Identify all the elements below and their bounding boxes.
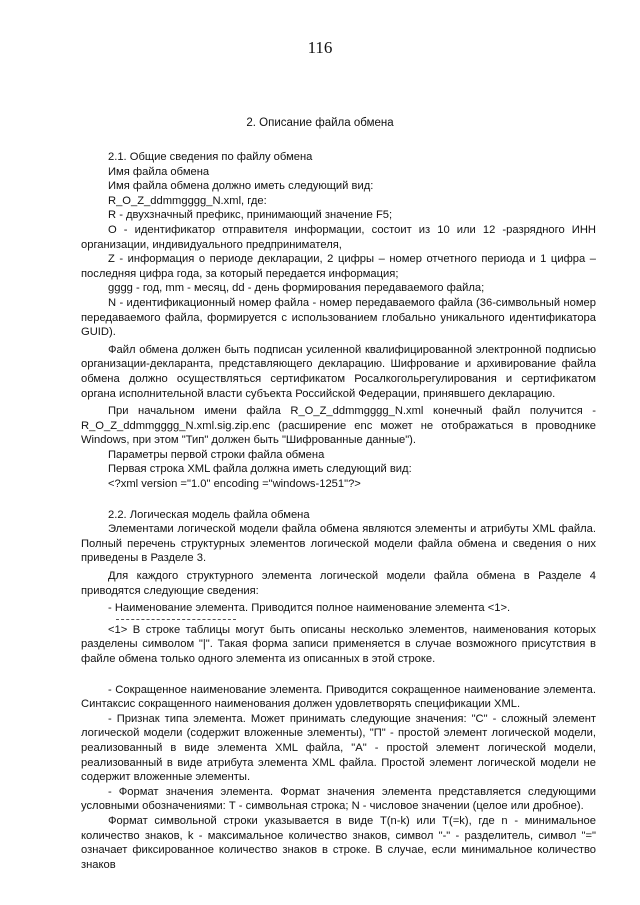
- paragraph: При начальном имени файла R_O_Z_ddmmgggg_N.xml конечный файл получится - R_O_Z_ddmmgggg_N.xml.sig.zip.enc (расширение enc может не отображаться в проводнике Windows, при этом "Тип" должен быть "Шифрованные данные").: [81, 405, 596, 447]
- list-item: - Сокращенное наименование элемента. Приводится сокращенное наименование элемента. Синтаксис сокращенного наименования должен удовлетворять спецификации XML.: [81, 683, 596, 711]
- paragraph: O - идентификатор отправителя информации, состоит из 10 или 12 -разрядного ИНН организации, индивидуального предпринимателя,: [81, 223, 596, 251]
- section-title: 2. Описание файла обмена: [246, 117, 394, 129]
- list-item: - Признак типа элемента. Может принимать следующие значения: "С" - сложный элемент логической модели (содержит вложенные элементы), "П" - простой элемент логической модели, реализованный в виде элемента XML файла, "А" - простой элемент логической модели, реализованный в виде атрибута элемента XML файла. Простой элемент логической модели не содержит вложенные элементы.: [81, 712, 596, 784]
- list-item: - Наименование элемента. Приводится полное наименование элемента <1>.: [108, 602, 511, 615]
- paragraph: Z - информация о периоде декларации, 2 цифры – номер отчетного периода и 1 цифра – последняя цифра года, за который передается информация;: [81, 253, 596, 280]
- page-number: 116: [307, 38, 333, 57]
- paragraph: gggg - год, mm - месяц, dd - день формирования передаваемого файла;: [108, 282, 485, 295]
- list-item: - Формат значения элемента. Формат значения элемента представляется следующими условными обозначениями: Т - символьная строка; N - числовое значении (целое или дробное).: [81, 785, 596, 813]
- document-body: [81, 150, 596, 872]
- paragraph: N - идентификационный номер файла - номер передаваемого файла (36-символьный номер передаваемого файла, формируется с использованием глобально уникального идентификатора GUID).: [81, 296, 596, 339]
- paragraph: R_O_Z_ddmmgggg_N.xml, где:: [108, 194, 267, 207]
- footnote-divider: [116, 619, 236, 620]
- subsection-heading: 2.2. Логическая модель файла обмена: [108, 508, 310, 521]
- paragraph: Элементами логической модели файла обмена являются элементы и атрибуты XML файла. Полный перечень структурных элементов логической модели файла обмена и сведения о них приведены в Разделе 3.: [81, 523, 596, 565]
- paragraph: Параметры первой строки файла обмена: [108, 448, 325, 461]
- paragraph: Имя файла обмена должно иметь следующий вид:: [108, 180, 374, 193]
- xml-declaration: <?xml version ="1.0" encoding ="windows-1251"?>: [108, 478, 361, 491]
- paragraph: Для каждого структурного элемента логической модели файла обмена в Разделе 4 приводятся следующие сведения:: [81, 570, 596, 597]
- paragraph: Файл обмена должен быть подписан усиленной квалифицированной электронной подписью организации-декларанта, представляющего декларацию. Шифрование и архивирование файла обмена должно осуществляться сертификатом Росалкогольрегулирования и сертификатом органа исполнительной власти субъекта Российской Федерации, принявшего декларацию.: [81, 343, 596, 400]
- paragraph: R - двухзначный префикс, принимающий значение F5;: [108, 209, 393, 222]
- paragraph: Формат символьной строки указывается в виде Т(n-k) или Т(=k), где n - минимальное количество знаков, k - максимальное количество знаков, символ "-" - разделитель, символ "=" означает фиксированное количество знаков в строке. В случае, если минимальное количество знаков: [81, 814, 596, 871]
- subsection-heading: 2.1. Общие сведения по файлу обмена: [108, 151, 313, 163]
- paragraph: Имя файла обмена: [108, 165, 210, 178]
- paragraph: Первая строка XML файла должна иметь следующий вид:: [108, 463, 412, 476]
- footnote: <1> В строке таблицы могут быть описаны несколько элементов, наименования которых разделены символом "|". Такая форма записи применяется в случае возможного присутствия в файле обмена только одного элемента из описанных в этой строке.: [81, 623, 596, 665]
